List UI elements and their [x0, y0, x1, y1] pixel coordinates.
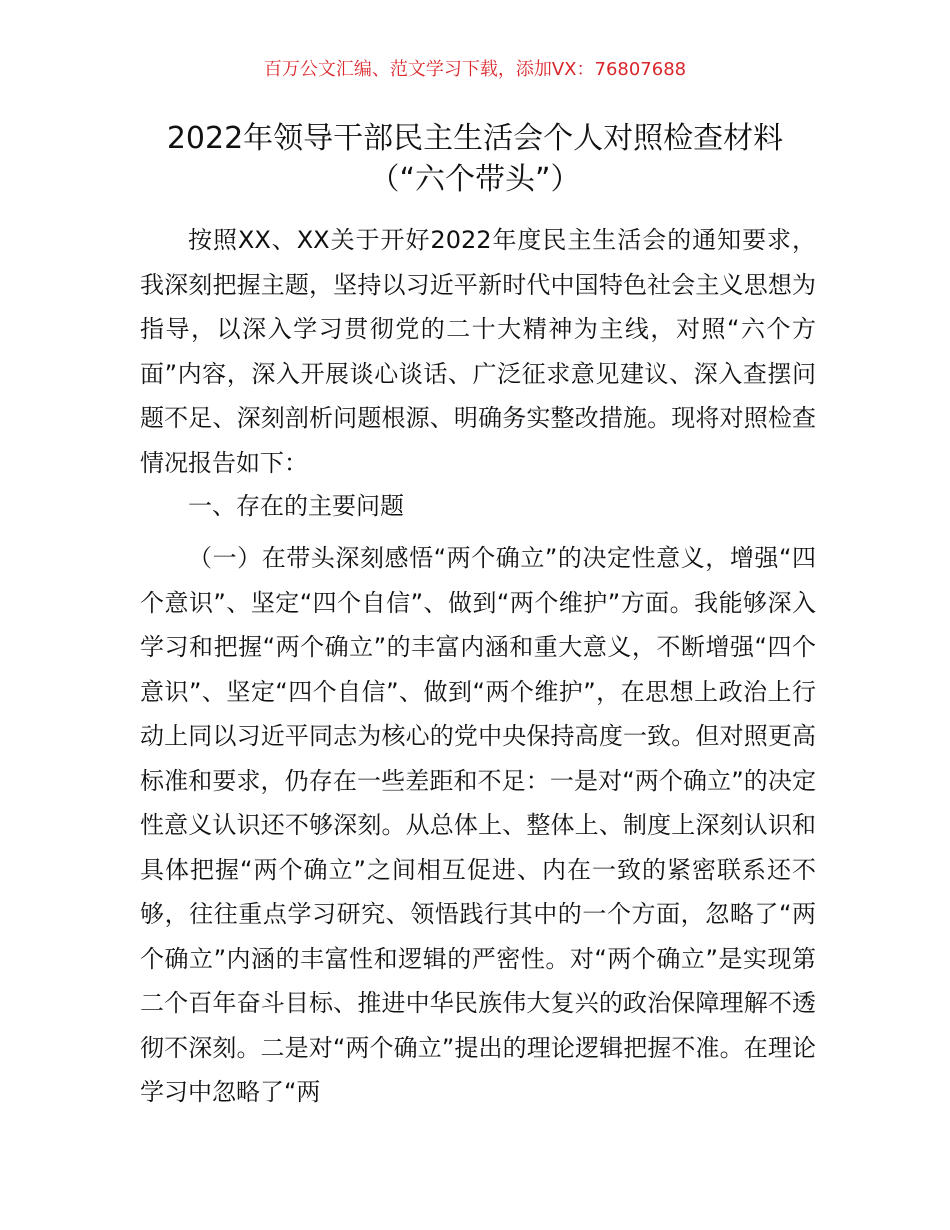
- section-heading: 一、存在的主要问题: [188, 492, 404, 520]
- title-line-1: 2022年领导干部民主生活会个人对照检查材料: [166, 121, 784, 156]
- header-note: 百万公文汇编、范文学习下载，添加VX：76807688: [263, 59, 687, 80]
- section-paragraph: （一）在带头深刻感悟“两个确立”的决定性意义，增强“四个意识”、坚定“四个自信”、做到“两个维护”方面。我能够深入学习和把握“两个确立”的丰富内涵和重大意义，不断增强“四个意识”、坚定“四个自信”、做到“两个维护”，在思想上政治上行动上同以习近平同志为核心的党中央保持高度一致。但对照更高标准和要求，仍存在一些差距和不足：一是对“两个确立”的决定性意义认识还不够深刻。从总体上、整体上、制度上深刻认识和具体把握“两个确立”之间相互促进、内在一致的紧密联系还不够，往往重点学习研究、领悟践行其中的一个方面，忽略了“两个确立”内涵的丰富性和逻辑的严密性。对“两个确立”是实现第二个百年奋斗目标、推进中华民族伟大复兴的政治保障理解不透彻不深刻。二是对“两个确立”提出的理论逻辑把握不准。在理论学习中忽略了“两: [140, 544, 816, 1106]
- title-line-2: （“六个带头”）: [369, 162, 581, 197]
- document-title: [0, 118, 950, 200]
- intro-paragraph: 按照XX、XX关于开好2022年度民主生活会的通知要求，我深刻把握主题，坚持以习近平新时代中国特色社会主义思想为指导，以深入学习贯彻党的二十大精神为主线，对照“六个方面”内容，深入开展谈心谈话、广泛征求意见建议、深入查摆问题不足、深刻剖析问题根源、明确务实整改措施。现将对照检查情况报告如下：: [140, 226, 816, 477]
